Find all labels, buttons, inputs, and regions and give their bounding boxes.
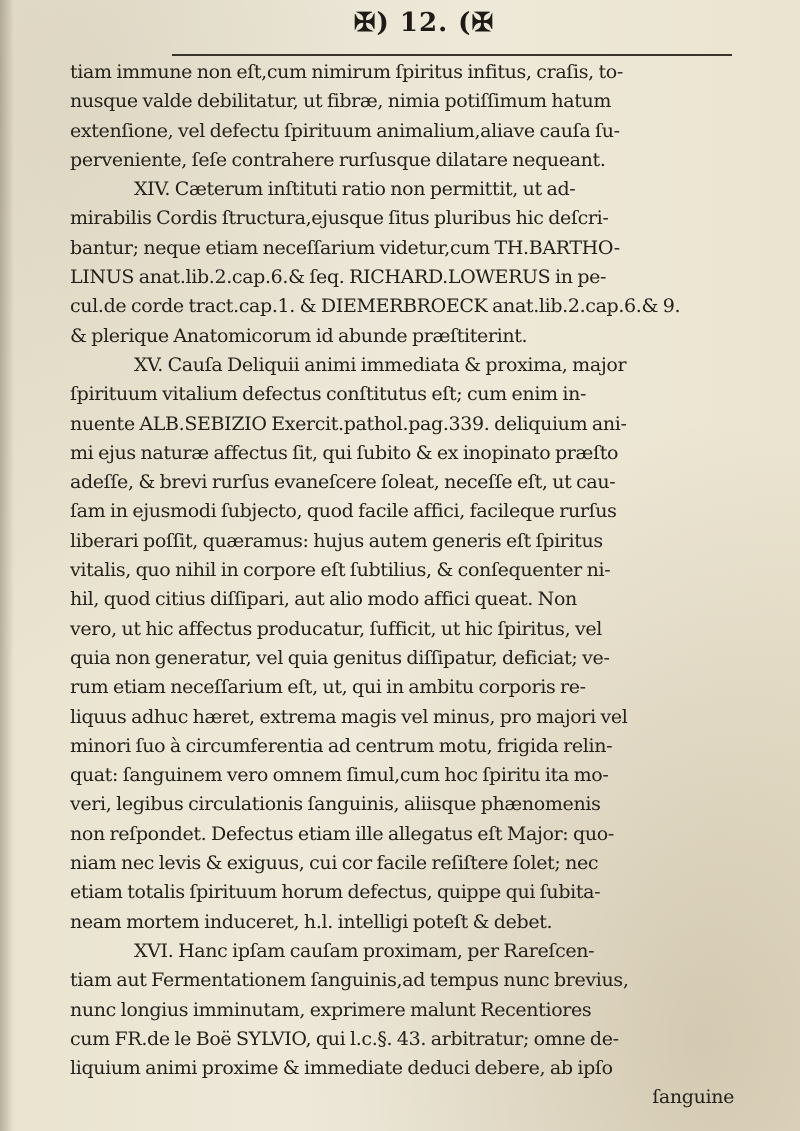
text-line: tiam aut Fermentationem ſanguinis,ad tempus nunc brevius, <box>70 969 629 992</box>
text-line: nusque valde debilitatur, ut fibræ, nimia potiſſimum hatum <box>70 90 612 113</box>
text-line: mi ejus naturæ affectus ſit, qui ſubito & ex inopinato præſto <box>70 441 619 464</box>
page-gutter-shadow <box>0 0 14 1131</box>
text-line: adeſſe, & brevi rurſus evaneſcere ſoleat, neceſſe eſt, ut cau- <box>70 471 616 494</box>
text-line: cum FR.de le Boë SYLVIO, qui l.c.§. 43. arbitratur; omne de- <box>70 1027 619 1050</box>
page-header <box>0 0 800 60</box>
text-line: extenſione, vel defectu ſpirituum animalium,aliave cauſa ſu- <box>70 119 620 142</box>
page-number: ✠) 12. (✠ <box>353 8 495 38</box>
body-text <box>70 58 764 1113</box>
text-line: minori ſuo à circumferentia ad centrum motu, frigida relin- <box>70 734 613 757</box>
text-line: quat: ſanguinem vero omnem ſimul,cum hoc ſpiritu ita mo- <box>70 764 609 787</box>
text-line: nunc longius imminutam, exprimere malunt Recentiores <box>70 998 592 1021</box>
text-line: etiam totalis ſpirituum horum defectus, quippe qui ſubita- <box>70 881 601 904</box>
text-line: niam nec levis & exiguus, cui cor facile reſiſtere ſolet; nec <box>70 852 599 875</box>
text-line: bantur; neque etiam neceſſarium videtur,cum TH.BARTHO- <box>70 236 620 259</box>
text-line: liquium animi proxime & immediate deduci debere, ab ipſo <box>70 1057 613 1080</box>
text-line: veri, legibus circulationis ſanguinis, aliisque phænomenis <box>70 793 601 816</box>
header-rule <box>172 54 732 56</box>
text-line: vitalis, quo nihil in corpore eſt ſubtilius, & conſequenter ni- <box>70 559 611 582</box>
text-line: hil, quod citius diſſipari, aut alio modo affici queat. Non <box>70 588 577 611</box>
text-line: rum etiam neceſſarium eſt, ut, qui in ambitu corporis re- <box>70 676 586 699</box>
text-line: vero, ut hic affectus producatur, ſufficit, ut hic ſpiritus, vel <box>70 617 602 640</box>
text-line: cul.de corde tract.cap.1. & DIEMERBROECK anat.lib.2.cap.6.& 9. <box>70 295 681 318</box>
text-line: ſpirituum vitalium defectus conſtitutus eſt; cum enim in- <box>70 383 587 406</box>
text-line: liberari poſſit, quæramus: hujus autem generis eſt ſpiritus <box>70 529 603 552</box>
text-line: perveniente, ſeſe contrahere rurſusque dilatare nequeant. <box>70 148 606 171</box>
section-heading-xiv: XIV. Cæterum inſtituti ratio non permittit, ut ad- <box>134 178 576 201</box>
text-line: & plerique Anatomicorum id abunde præſtiterint. <box>70 324 528 347</box>
text-line: nuente ALB.SEBIZIO Exercit.pathol.pag.339. deliquium ani- <box>70 412 627 435</box>
text-line: quia non generatur, vel quia genitus diſſipatur, deficiat; ve- <box>70 646 610 669</box>
text-line: neam mortem induceret, h.l. intelligi poteſt & debet. <box>70 910 553 933</box>
text-line: liquus adhuc hæret, extrema magis vel minus, pro majori vel <box>70 705 628 728</box>
section-heading-xv: XV. Cauſa Deliquii animi immediata & proxima, major <box>134 353 627 376</box>
text-line: LINUS anat.lib.2.cap.6.& ſeq. RICHARD.LOWERUS in pe- <box>70 266 607 289</box>
section-heading-xvi: XVI. Hanc ipſam cauſam proximam, per Rareſcen- <box>134 939 595 962</box>
text-line: ſam in ejusmodi ſubjecto, quod facile affici, facileque rurſus <box>70 500 617 523</box>
text-line: mirabilis Cordis ſtructura,ejusque ſitus pluribus hic deſcri- <box>70 207 609 230</box>
catchword: ſanguine <box>652 1086 734 1109</box>
text-line: tiam immune non eſt,cum nimirum ſpiritus infitus, craſis, to- <box>70 61 623 83</box>
text-line: non reſpondet. Defectus etiam ille allegatus eſt Major: quo- <box>70 822 614 845</box>
